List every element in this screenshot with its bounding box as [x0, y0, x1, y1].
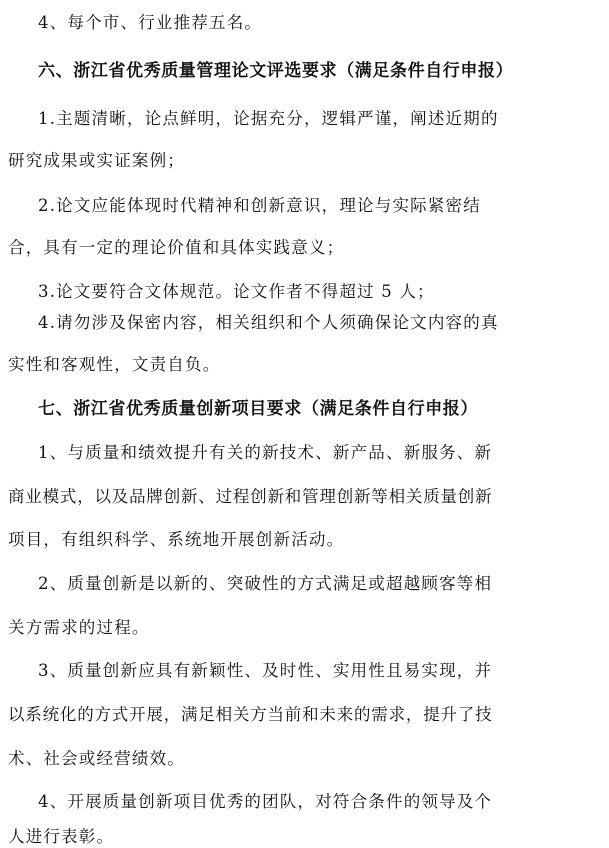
paper-req-3: 3.论文要符合文体规范。论文作者不得超过 5 人； — [38, 282, 435, 301]
section-7-heading: 七、浙江省优秀质量创新项目要求（满足条件自行申报） — [38, 399, 478, 419]
item-4-recommend: 4、每个市、行业推荐五名。 — [38, 13, 263, 32]
paper-req-4-line-1: 4.请勿涉及保密内容，相关组织和个人须确保论文内容的真 — [38, 313, 499, 332]
project-req-3-line-1: 3、质量创新应具有新颖性、及时性、实用性且易实现，并 — [38, 661, 493, 680]
project-req-1-line-2: 商业模式，以及品牌创新、过程创新和管理创新等相关质量创新 — [8, 487, 493, 506]
project-req-2-line-2: 关方需求的过程。 — [8, 618, 150, 637]
project-req-4-line-1: 4、开展质量创新项目优秀的团队，对符合条件的领导及个 — [38, 792, 493, 811]
project-req-2-line-1: 2、质量创新是以新的、突破性的方式满足或超越顾客等相 — [38, 574, 493, 593]
project-req-1-line-1: 1、与质量和绩效提升有关的新技术、新产品、新服务、新 — [38, 443, 493, 462]
project-req-4-line-2: 人进行表彰。 — [8, 827, 115, 846]
paper-req-1-line-2: 研究成果或实证案例； — [8, 151, 185, 170]
project-req-3-line-3: 术、社会或经营绩效。 — [8, 749, 185, 768]
paper-req-2-line-2: 合，具有一定的理论价值和具体实践意义； — [8, 238, 345, 257]
paper-req-1-line-1: 1.主题清晰，论点鲜明，论据充分，逻辑严谨，阐述近期的 — [38, 109, 499, 128]
project-req-1-line-3: 项目，有组织科学、系统地开展创新活动。 — [8, 530, 345, 549]
section-6-heading: 六、浙江省优秀质量管理论文评选要求（满足条件自行申报） — [38, 61, 514, 81]
project-req-3-line-2: 以系统化的方式开展，满足相关方当前和未来的需求，提升了技 — [8, 705, 493, 724]
paper-req-2-line-1: 2.论文应能体现时代精神和创新意识，理论与实际紧密结 — [38, 196, 481, 215]
paper-req-4-line-2: 实性和客观性，文责自负。 — [8, 355, 221, 374]
